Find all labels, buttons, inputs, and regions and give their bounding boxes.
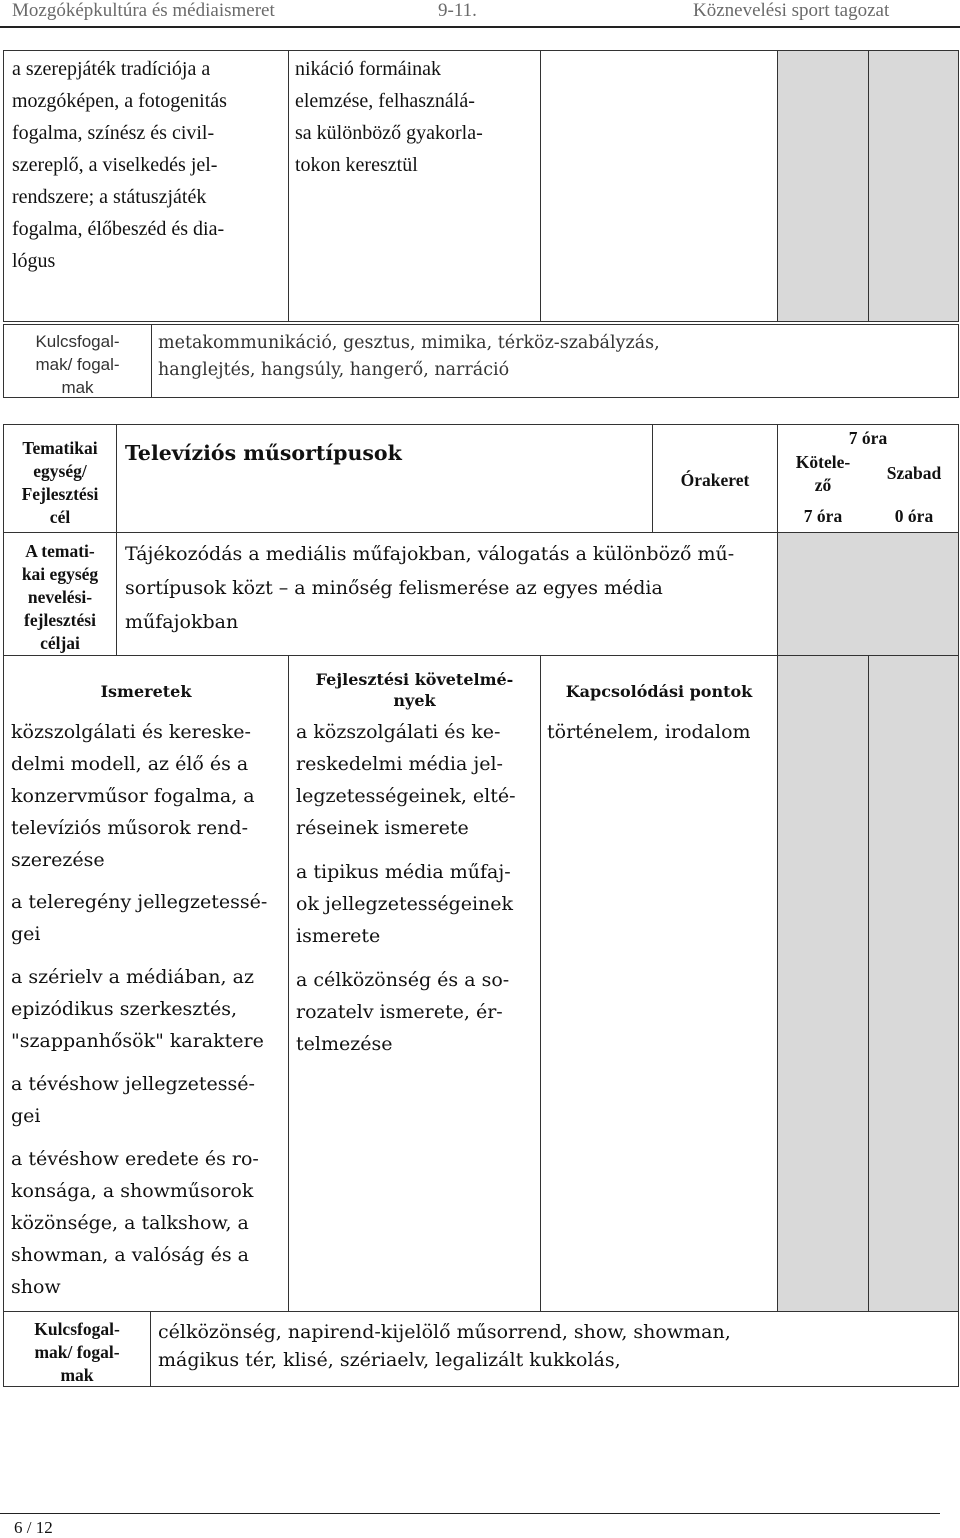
fejlesztesi-item: a tipikus média műfaj- ok jellegzetességeinek ismerete	[296, 861, 514, 947]
celjai-label: A temati- kai egység nevelési- fejlesztési céljai	[21, 541, 99, 653]
header-center: 9-11.	[438, 0, 477, 21]
kulcs1-label: Kulcsfogal- mak/ fogal- mak	[35, 332, 120, 397]
footer-rule	[0, 1513, 940, 1514]
kapcsolodasi-head: Kapcsolódási pontok	[565, 682, 753, 701]
kapcsolodasi-cell	[540, 655, 778, 1312]
kotelezo-hours: 7 óra	[803, 506, 843, 526]
ismeretek-gray-1	[777, 655, 869, 1312]
kulcs2-label-cell	[3, 1311, 151, 1387]
hours-cell	[777, 424, 959, 533]
orakeret-cell	[652, 424, 778, 533]
ismeretek-head: Ismeretek	[100, 682, 192, 701]
top-row-gray-2	[868, 50, 959, 322]
ismeretek-cell	[3, 655, 289, 1312]
orakeret-label: Órakeret	[680, 470, 750, 490]
tematikai-title: Televíziós műsortípusok	[125, 441, 402, 465]
fejlesztesi-cell	[288, 655, 541, 1312]
celjai-text-cell	[116, 532, 778, 656]
szabad-hours: 0 óra	[894, 506, 934, 526]
tematikai-label: Tematikai egység/ Fejlesztési cél	[21, 438, 99, 527]
kulcs2-text-cell	[150, 1311, 959, 1387]
top-row-col1-cell	[3, 50, 289, 322]
fejlesztesi-head: Fejlesztési követelmé- nyek	[315, 670, 514, 710]
header-rule	[0, 26, 960, 28]
szabad-label: Szabad	[886, 463, 942, 483]
fejlesztesi-item: a közszolgálati és ke- reskedelmi média jel- legzetességeinek, elté- réseinek ismerete	[296, 721, 516, 839]
celjai-label-cell	[3, 532, 117, 656]
kulcs1-text-cell	[151, 324, 959, 398]
ismeretek-item: a teleregény jellegzetessé- gei	[11, 891, 268, 945]
kulcs1-text: metakommunikáció, gesztus, mimika, térköz-szabályzás, hanglejtés, hangsúly, hangerő, narráció	[158, 333, 660, 380]
ismeretek-item: a tévéshow jellegzetessé- gei	[11, 1073, 255, 1127]
header-left: Mozgóképkultúra és médiaismeret	[12, 0, 275, 21]
top-row-gray-1	[777, 50, 869, 322]
kotelezo-label: Kötele- ző	[795, 452, 851, 495]
celjai-gray	[777, 532, 959, 656]
header-right: Köznevelési sport tagozat	[693, 0, 890, 21]
top-row-col2-text: nikáció formáinak elemzése, felhasználá- sa különböző gyakorla- tokon keresztül	[295, 58, 483, 176]
ismeretek-item: a szérielv a médiában, az epizódikus szerkesztés, "szappanhősök" karaktere	[11, 966, 264, 1052]
top-row-col1-text: a szerepjáték tradíciója a mozgóképen, a fotogenitás fogalma, színész és civil- szereplő, a viselkedés jel- rendszere; a státuszjáték fogalma, élőbeszéd és dia- lógus	[12, 58, 227, 272]
celjai-text: Tájékozódás a mediális műfajokban, válogatás a különböző mű- sortípusok közt – a minőség felismerése az egyes média műfajokban	[125, 543, 735, 633]
top-row-col2-cell	[288, 50, 541, 322]
fejlesztesi-list	[296, 716, 540, 1060]
top-row-col3-cell	[540, 50, 778, 322]
hours-total: 7 óra	[848, 428, 888, 448]
ismeretek-list	[11, 716, 287, 1303]
kulcs1-label-cell	[3, 324, 152, 398]
ismeretek-item: a tévéshow eredete és ro- konsága, a showműsorok közönsége, a talkshow, a showman, a valóság és a show	[11, 1148, 259, 1298]
kulcs2-label: Kulcsfogal- mak/ fogal- mak	[34, 1319, 120, 1385]
page-number: 6 / 12	[14, 1518, 53, 1537]
tematikai-label-cell	[3, 424, 117, 533]
ismeretek-item: közszolgálati és kereske- delmi modell, az élő és a konzervműsor fogalma, a televíziós műsorok rend- szerezése	[11, 721, 255, 871]
kapcsolodasi-text: történelem, irodalom	[547, 721, 751, 743]
fejlesztesi-item: a célközönség és a so- rozatelv ismerete, ér- telmezése	[296, 969, 510, 1055]
tematikai-title-cell	[116, 424, 653, 533]
kulcs2-text: célközönség, napirend-kijelölő műsorrend, show, showman, mágikus tér, klisé, szériaelv, legalizált kukkolás,	[158, 1321, 731, 1371]
ismeretek-gray-2	[868, 655, 959, 1312]
